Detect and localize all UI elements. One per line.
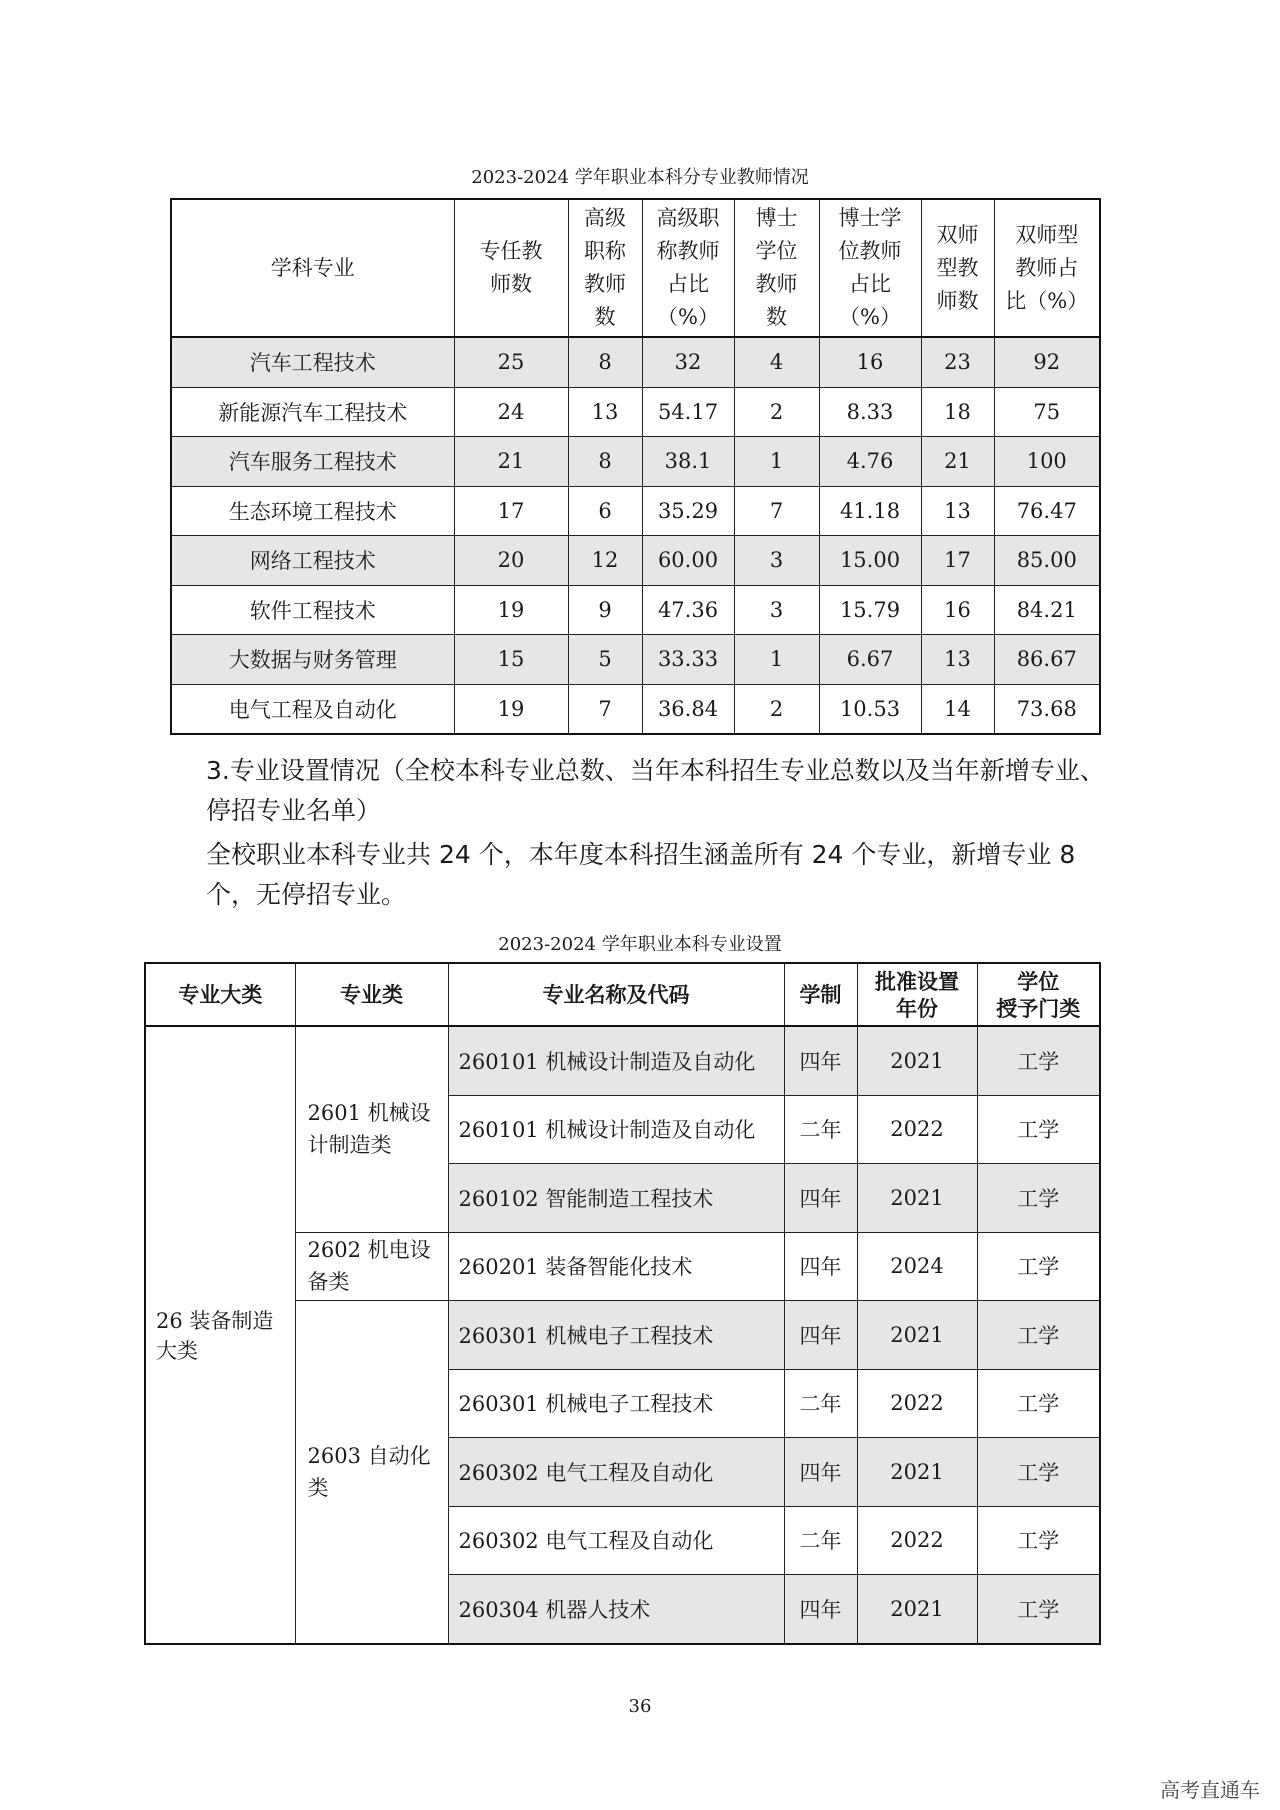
major-name-cell: 大数据与财务管理 [171,635,454,685]
major-name-cell: 电气工程及自动化 [171,684,454,734]
value-cell: 13 [568,387,642,437]
major-name-cell: 网络工程技术 [171,536,454,586]
value-cell: 2021 [857,1438,977,1507]
major-code-name-cell: 260301 机械电子工程技术 [448,1301,784,1370]
value-cell: 33.33 [642,635,734,685]
value-cell: 5 [568,635,642,685]
table-row [171,684,1100,734]
table1-header: 博士学 位教师 占比 （%） [819,199,921,337]
value-cell: 18 [921,387,994,437]
value-cell: 100 [994,437,1100,487]
value-cell: 16 [819,337,921,387]
value-cell: 工学 [977,1026,1100,1095]
value-cell: 7 [734,486,819,536]
value-cell: 84.21 [994,585,1100,635]
value-cell: 35.29 [642,486,734,536]
table-row [171,486,1100,536]
value-cell: 41.18 [819,486,921,536]
value-cell: 2024 [857,1232,977,1301]
major-code-name-cell: 260302 电气工程及自动化 [448,1506,784,1575]
value-cell: 19 [454,585,568,635]
value-cell: 54.17 [642,387,734,437]
table2-header: 学位 授予门类 [977,963,1100,1026]
section-heading-text: 3.专业设置情况（全校本科专业总数、当年本科招生专业总数以及当年新增专业、停招专业名单） [206,756,1105,825]
table-row [145,1026,1100,1095]
value-cell: 二年 [784,1506,857,1575]
major-name-cell: 软件工程技术 [171,585,454,635]
value-cell: 14 [921,684,994,734]
value-cell: 四年 [784,1164,857,1233]
major-settings-table [144,962,1101,1645]
table-row [171,387,1100,437]
value-cell: 2021 [857,1026,977,1095]
table1-header: 专任教 师数 [454,199,568,337]
table-row [171,337,1100,387]
major-name-cell: 新能源汽车工程技术 [171,387,454,437]
value-cell: 38.1 [642,437,734,487]
major-code-name-cell: 260304 机器人技术 [448,1575,784,1644]
value-cell: 4.76 [819,437,921,487]
value-cell: 2 [734,387,819,437]
value-cell: 36.84 [642,684,734,734]
value-cell: 20 [454,536,568,586]
value-cell: 21 [921,437,994,487]
value-cell: 24 [454,387,568,437]
major-code-name-cell: 260201 装备智能化技术 [448,1232,784,1301]
watermark: 高考直通车 [1160,1778,1260,1802]
value-cell: 25 [454,337,568,387]
table2-header: 学制 [784,963,857,1026]
value-cell: 1 [734,437,819,487]
value-cell: 四年 [784,1301,857,1370]
section-heading [156,751,1116,831]
value-cell: 23 [921,337,994,387]
major-name-cell: 生态环境工程技术 [171,486,454,536]
value-cell: 工学 [977,1095,1100,1164]
value-cell: 17 [921,536,994,586]
value-cell: 17 [454,486,568,536]
table-row [171,437,1100,487]
table1-header-row [171,199,1100,337]
value-cell: 15 [454,635,568,685]
subcategory-cell: 2601 机械设 计制造类 [295,1026,448,1232]
subcategory-cell: 2603 自动化 类 [295,1301,448,1644]
value-cell: 7 [568,684,642,734]
major-code-name-cell: 260101 机械设计制造及自动化 [448,1095,784,1164]
table-row [171,536,1100,586]
table2-header-row [145,963,1100,1026]
value-cell: 2 [734,684,819,734]
value-cell: 16 [921,585,994,635]
value-cell: 6 [568,486,642,536]
value-cell: 2021 [857,1301,977,1370]
value-cell: 2022 [857,1506,977,1575]
table1-caption: 2023-2024 学年职业本科分专业教师情况 [471,167,809,188]
page-number: 36 [628,1696,652,1717]
value-cell: 60.00 [642,536,734,586]
value-cell: 2021 [857,1164,977,1233]
table2-header: 专业名称及代码 [448,963,784,1026]
value-cell: 15.00 [819,536,921,586]
table1-header: 高级职 称教师 占比 （%） [642,199,734,337]
value-cell: 工学 [977,1369,1100,1438]
value-cell: 85.00 [994,536,1100,586]
value-cell: 19 [454,684,568,734]
value-cell: 四年 [784,1232,857,1301]
value-cell: 86.67 [994,635,1100,685]
table1-header: 双师型 教师占 比（%） [994,199,1100,337]
subcategory-cell: 2602 机电设 备类 [295,1232,448,1301]
value-cell: 12 [568,536,642,586]
major-code-name-cell: 260101 机械设计制造及自动化 [448,1026,784,1095]
value-cell: 二年 [784,1095,857,1164]
value-cell: 75 [994,387,1100,437]
value-cell: 工学 [977,1164,1100,1233]
value-cell: 32 [642,337,734,387]
value-cell: 8 [568,337,642,387]
value-cell: 8 [568,437,642,487]
section-body [156,835,1116,915]
value-cell: 6.67 [819,635,921,685]
table1-header: 高级 职称 教师 数 [568,199,642,337]
value-cell: 15.79 [819,585,921,635]
major-name-cell: 汽车工程技术 [171,337,454,387]
value-cell: 二年 [784,1369,857,1438]
value-cell: 四年 [784,1026,857,1095]
value-cell: 76.47 [994,486,1100,536]
value-cell: 工学 [977,1575,1100,1644]
value-cell: 2022 [857,1369,977,1438]
value-cell: 8.33 [819,387,921,437]
table2-header: 专业大类 [145,963,295,1026]
value-cell: 3 [734,536,819,586]
value-cell: 73.68 [994,684,1100,734]
value-cell: 工学 [977,1301,1100,1370]
table1-header: 博士 学位 教师 数 [734,199,819,337]
major-code-name-cell: 260102 智能制造工程技术 [448,1164,784,1233]
value-cell: 1 [734,635,819,685]
major-code-name-cell: 260302 电气工程及自动化 [448,1438,784,1507]
value-cell: 工学 [977,1438,1100,1507]
table2-header: 批准设置 年份 [857,963,977,1026]
value-cell: 工学 [977,1506,1100,1575]
value-cell: 9 [568,585,642,635]
major-name-cell: 汽车服务工程技术 [171,437,454,487]
value-cell: 2021 [857,1575,977,1644]
value-cell: 47.36 [642,585,734,635]
section-body-text: 全校职业本科专业共 24 个，本年度本科招生涵盖所有 24 个专业，新增专业 8 个，无停招专业。 [206,840,1076,909]
value-cell: 四年 [784,1575,857,1644]
value-cell: 2022 [857,1095,977,1164]
value-cell: 10.53 [819,684,921,734]
table-row [171,585,1100,635]
value-cell: 21 [454,437,568,487]
value-cell: 3 [734,585,819,635]
table1-header: 双师 型教 师数 [921,199,994,337]
table2-header: 专业类 [295,963,448,1026]
value-cell: 四年 [784,1438,857,1507]
teacher-stats-table [170,198,1101,735]
value-cell: 13 [921,635,994,685]
value-cell: 13 [921,486,994,536]
table2-caption: 2023-2024 学年职业本科专业设置 [498,934,782,955]
major-code-name-cell: 260301 机械电子工程技术 [448,1369,784,1438]
value-cell: 92 [994,337,1100,387]
category-cell: 26 装备制造 大类 [145,1026,295,1644]
value-cell: 4 [734,337,819,387]
table-row [171,635,1100,685]
value-cell: 工学 [977,1232,1100,1301]
table1-header: 学科专业 [171,199,454,337]
